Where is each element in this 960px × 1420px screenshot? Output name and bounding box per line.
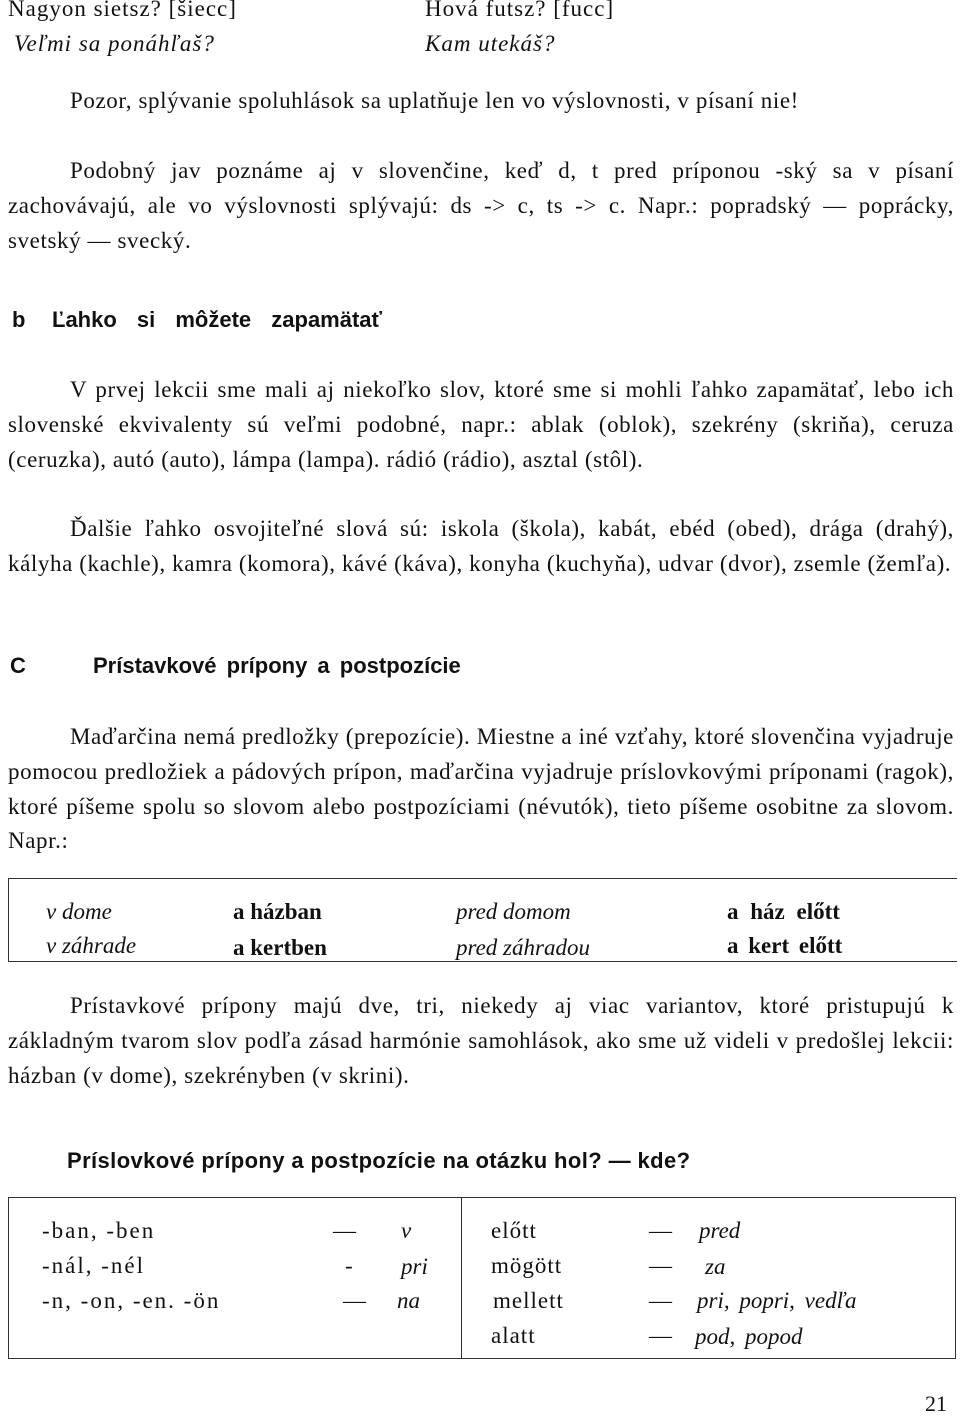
- dash: —: [649, 1218, 672, 1243]
- section-c-letter: C: [10, 653, 26, 678]
- example-table: [8, 878, 957, 962]
- postposition-cell: alatt: [491, 1323, 536, 1348]
- section-c-paragraph-1: Maďarčina nemá predložky (prepozície). Miestne a iné vzťahy, ktoré slovenčina vyjadruje pomocou predložiek a pádových prípon, maďarčina vyjadruje príslovkovými príponami (ragok), ktoré píšeme spolu so slovom alebo postpozíciami (névutók), tieto píšeme osobitne za slovom. Napr.:: [8, 724, 954, 854]
- top-phrase-3: Veľmi sa ponáhľaš?: [14, 31, 215, 56]
- dash: —: [649, 1253, 672, 1278]
- example-cell: v záhrade: [46, 933, 137, 958]
- example-cell: a kert előtt: [727, 933, 843, 958]
- section-b-paragraph-1: V prvej lekcii sme mali aj niekoľko slov, ktoré sme si mohli ľahko zapamätať, lebo ich slovenské ekvivalenty sú veľmi podobné, napr.: ablak (oblok), szekrény (skriňa), ceruza (ceruzka), autó (auto), lámpa (lampa). rádió (rádio), asztal (stôl).: [8, 377, 954, 472]
- dash: -: [345, 1253, 353, 1278]
- dash: —: [333, 1218, 356, 1243]
- section-b-paragraph-2: Ďalšie ľahko osvojiteľné slová sú: iskola (škola), kabát, ebéd (obed), drága (drahý), kályha (kachle), kamra (komora), kávé (káva), konyha (kuchyňa), udvar (dvor), zsemle (žemľa).: [8, 516, 954, 576]
- meaning-cell: pred: [699, 1218, 741, 1243]
- example-cell: pred domom: [456, 899, 571, 924]
- top-phrase-1: Nagyon sietsz? [šiecc]: [8, 0, 237, 21]
- example-cell: v dome: [46, 899, 112, 924]
- section-c-title: Prístavkové prípony a postpozície: [93, 653, 461, 678]
- meaning-cell: pri, popri, vedľa: [697, 1288, 857, 1313]
- dash: —: [649, 1323, 672, 1348]
- meaning-cell: pri: [401, 1254, 428, 1279]
- meaning-cell: na: [397, 1288, 420, 1313]
- dash: —: [649, 1288, 672, 1313]
- meaning-cell: za: [705, 1254, 726, 1279]
- example-cell: a ház előtt: [727, 899, 840, 924]
- note-slovak-similarity: Podobný jav poznáme aj v slovenčine, keď d, t pred príponou -ský sa v písaní zachovávajú, ale vo výslovnosti splývajú: ds -> c, ts -> c. Napr.: popradský — poprácky, svetský — svecký.: [8, 158, 954, 253]
- postposition-cell: előtt: [491, 1218, 537, 1243]
- top-phrase-2: Hová futsz? [fucc]: [425, 0, 615, 21]
- suffix-table: [8, 1197, 956, 1359]
- suffix-heading: Príslovkové prípony a postpozície na otázku hol? — kde?: [67, 1148, 691, 1173]
- section-b-title: Ľahko si môžete zapamätať: [52, 307, 383, 332]
- suffix-cell: -n, -on, -en. -ön: [42, 1288, 221, 1313]
- example-cell: pred záhradou: [456, 935, 590, 960]
- section-c-paragraph-2: Prístavkové prípony majú dve, tri, niekedy aj viac variantov, ktoré pristupujú k základným tvarom slov podľa zásad harmónie samohlások, ako sme už videli v predošlej lekcii: házban (v dome), szekrényben (v skrini).: [8, 993, 954, 1088]
- meaning-cell: v: [401, 1218, 412, 1243]
- table-divider: [461, 1198, 462, 1358]
- dash: —: [343, 1288, 366, 1313]
- top-phrase-4: Kam utekáš?: [425, 31, 556, 56]
- section-b-letter: b: [12, 307, 26, 332]
- postposition-cell: mellett: [493, 1288, 564, 1313]
- page-number: 21: [925, 1391, 947, 1416]
- note-pronunciation: Pozor, splývanie spoluhlások sa uplatňuje len vo výslovnosti, v písaní nie!: [70, 88, 799, 113]
- example-cell: a kertben: [233, 935, 327, 960]
- meaning-cell: pod, popod: [695, 1324, 803, 1349]
- example-cell: a házban: [233, 899, 322, 924]
- suffix-cell: -ban, -ben: [42, 1218, 156, 1243]
- postposition-cell: mögött: [491, 1253, 563, 1278]
- suffix-cell: -nál, -nél: [42, 1253, 146, 1278]
